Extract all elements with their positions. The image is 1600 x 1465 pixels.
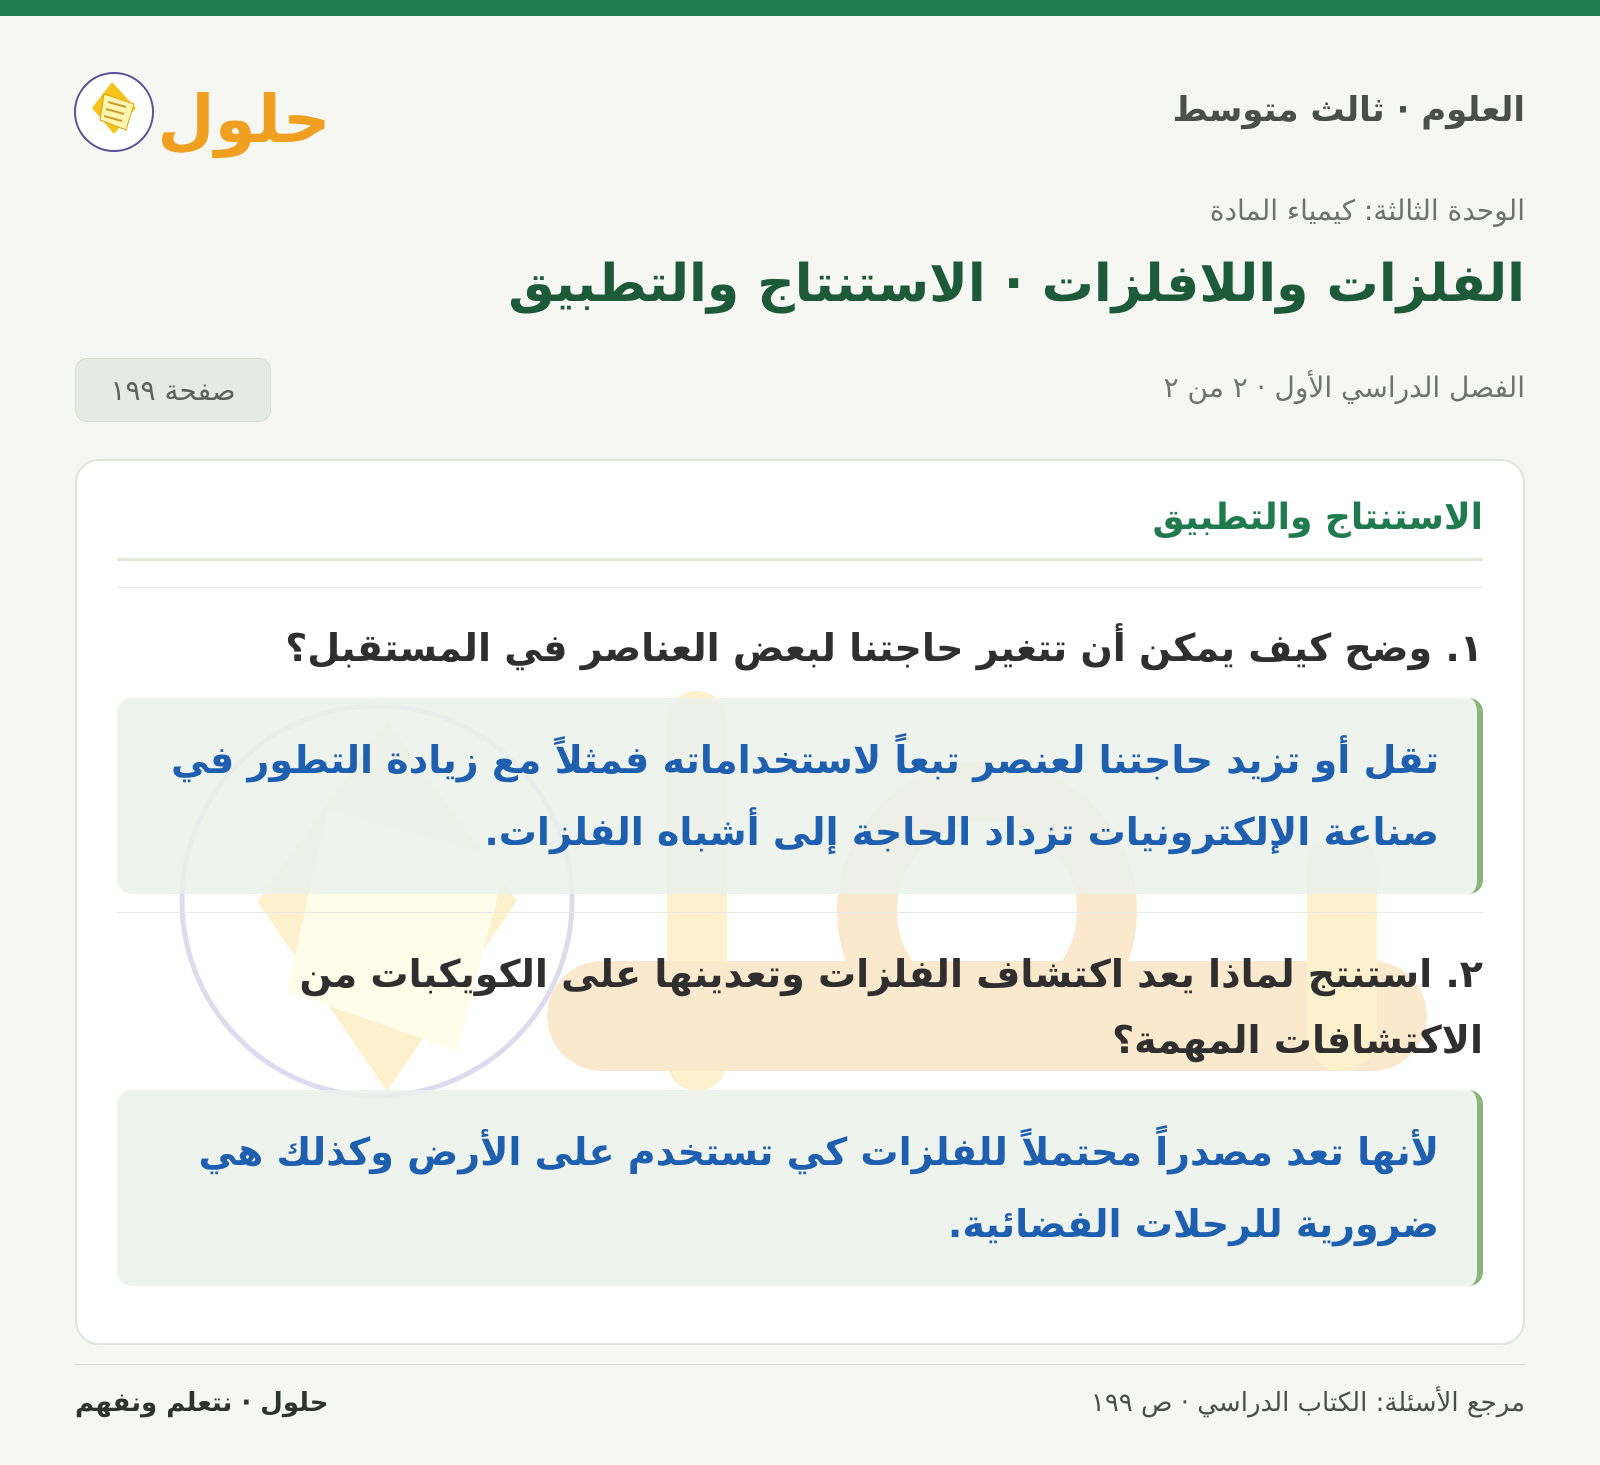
footer-slogan: حلول · نتعلم ونفهم [75, 1388, 329, 1418]
footer-divider [75, 1364, 1525, 1365]
question-divider [117, 912, 1483, 913]
footer-reference: مرجع الأسئلة: الكتاب الدراسي · ص ١٩٩ [1090, 1388, 1525, 1418]
subject-header: العلوم · ثالث متوسط [1172, 90, 1525, 130]
term-label: الفصل الدراسي الأول · ٢ من ٢ [1163, 371, 1525, 404]
top-accent-bar [0, 0, 1600, 16]
answer-2: لأنها تعد مصدراً محتملاً للفلزات كي تستخدم على الأرض وكذلك هي ضرورية للرحلات الفضائية. [117, 1090, 1483, 1286]
page [0, 16, 1600, 1465]
logo-text: حلول [157, 81, 331, 158]
content-card [75, 459, 1525, 1345]
section-title: الاستنتاج والتطبيق [1152, 497, 1483, 538]
question-1: ١. وضح كيف يمكن أن تتغير حاجتنا لبعض العناصر في المستقبل؟ [285, 626, 1483, 670]
page-title: الفلزات واللافلزات · الاستنتاج والتطبيق [508, 254, 1525, 314]
question-divider [117, 587, 1483, 588]
answer-1: تقل أو تزيد حاجتنا لعنصر تبعاً لاستخداماته فمثلاً مع زيادة التطور في صناعة الإلكترونيات تزداد الحاجة إلى أشباه الفلزات. [117, 698, 1483, 894]
section-divider [117, 558, 1483, 561]
hulul-logo[interactable] [74, 64, 334, 174]
question-2: ٢. استنتج لماذا يعد اكتشاف الفلزات وتعدينها على الكويكبات من الاكتشافات المهمة؟ [299, 952, 1483, 1062]
hulul-logo-icon [74, 64, 334, 174]
page-number-badge: صفحة ١٩٩ [75, 358, 271, 422]
unit-label: الوحدة الثالثة: كيمياء المادة [1209, 194, 1525, 227]
